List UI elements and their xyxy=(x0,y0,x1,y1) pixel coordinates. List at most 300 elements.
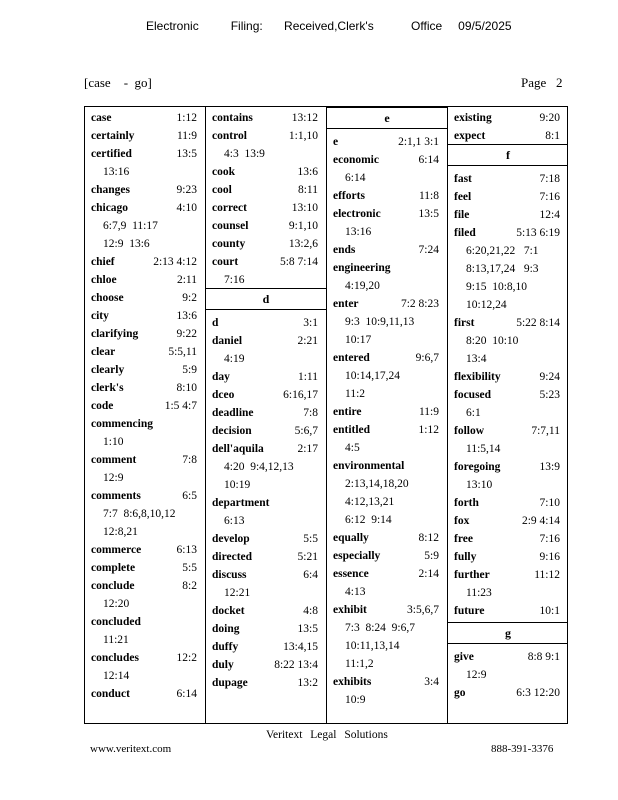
index-term: follow xyxy=(454,425,485,437)
index-refs: 1:12 xyxy=(418,424,439,436)
index-refs: 5:13 6:19 xyxy=(516,227,560,239)
index-refs: 9:20 xyxy=(539,112,560,124)
index-entry xyxy=(212,422,322,440)
index-refs-continued: 10:17 xyxy=(345,334,372,346)
index-refs: 8:8 9:1 xyxy=(527,651,560,663)
index-term: efforts xyxy=(333,190,365,202)
index-refs: 7:7,11 xyxy=(531,425,560,437)
index-refs: 7:8 xyxy=(303,407,318,419)
index-term: code xyxy=(91,400,114,412)
index-entry xyxy=(212,386,322,404)
index-term: future xyxy=(454,605,485,617)
section-letter-g: g xyxy=(448,622,568,644)
index-term: enter xyxy=(333,298,359,310)
index-refs: 5:8 7:14 xyxy=(279,256,318,268)
index-entry xyxy=(91,577,201,613)
index-entry xyxy=(333,403,443,421)
index-column-section xyxy=(333,133,443,709)
index-term: exhibit xyxy=(333,604,367,616)
index-refs: 9:6,7 xyxy=(415,352,439,364)
index-refs-continued: 6:13 xyxy=(224,515,245,527)
index-refs: 13:12 xyxy=(291,112,318,124)
index-term: certified xyxy=(91,148,132,160)
index-entry xyxy=(212,674,322,692)
index-refs-continued: 12:9 xyxy=(103,472,124,484)
index-column-section xyxy=(454,648,564,702)
index-entry xyxy=(91,109,201,127)
index-entry xyxy=(454,224,564,314)
index-refs-continued: 2:13,14,18,20 xyxy=(345,478,409,490)
index-refs-continued: 8:13,17,24 9:3 xyxy=(466,263,539,275)
index-entry xyxy=(454,566,564,602)
index-refs: 11:9 xyxy=(418,406,439,418)
index-refs-continued: 10:9 xyxy=(345,694,366,706)
index-term: cook xyxy=(212,166,235,178)
index-term: commerce xyxy=(91,544,142,556)
index-entry xyxy=(333,349,443,403)
index-entry xyxy=(212,181,322,199)
index-entry xyxy=(454,530,564,548)
index-entry xyxy=(333,673,443,709)
index-refs: 5:5 xyxy=(182,562,197,574)
index-term: ends xyxy=(333,244,356,256)
index-term: clearly xyxy=(91,364,125,376)
index-entry xyxy=(333,565,443,601)
index-refs: 12:2 xyxy=(176,652,197,664)
index-refs: 8:12 xyxy=(418,532,439,544)
index-refs: 9:24 xyxy=(539,371,560,383)
index-entry xyxy=(454,170,564,188)
index-refs: 5:5 xyxy=(303,533,318,545)
index-refs: 7:18 xyxy=(539,173,560,185)
index-entry xyxy=(454,368,564,386)
index-entry xyxy=(333,259,443,295)
index-refs: 13:6 xyxy=(176,310,197,322)
index-term: complete xyxy=(91,562,136,574)
index-refs: 9:2 xyxy=(182,292,197,304)
index-refs: 1:5 4:7 xyxy=(164,400,197,412)
index-refs: 2:21 xyxy=(297,335,318,347)
index-entry xyxy=(91,487,201,541)
index-entry xyxy=(91,307,201,325)
index-refs: 13:4,15 xyxy=(283,641,318,653)
index-refs: 9:23 xyxy=(176,184,197,196)
index-refs-continued: 6:7,9 11:17 xyxy=(103,220,158,232)
index-refs: 10:1 xyxy=(539,605,560,617)
index-term: go xyxy=(454,687,466,699)
index-term: day xyxy=(212,371,230,383)
index-refs-continued: 6:12 9:14 xyxy=(345,514,392,526)
index-refs: 9:22 xyxy=(176,328,197,340)
index-refs-continued: 10:14,17,24 xyxy=(345,370,400,382)
index-refs: 2:13 4:12 xyxy=(153,256,197,268)
index-term: choose xyxy=(91,292,124,304)
index-entry xyxy=(333,547,443,565)
index-entry xyxy=(333,421,443,457)
index-entry xyxy=(454,548,564,566)
index-entry xyxy=(212,217,322,235)
index-refs-continued: 4:19,20 xyxy=(345,280,380,292)
index-refs: 6:16,17 xyxy=(283,389,318,401)
filing-header: Electronic Filing: Received,Clerk's Office 09/5/2025 xyxy=(146,19,512,33)
index-refs: 4:8 xyxy=(303,605,318,617)
index-entry xyxy=(212,163,322,181)
index-term: chicago xyxy=(91,202,129,214)
index-term: first xyxy=(454,317,475,329)
index-term: d xyxy=(212,317,219,329)
index-entry xyxy=(212,314,322,332)
index-term: essence xyxy=(333,568,369,580)
index-entry xyxy=(454,206,564,224)
index-column-section xyxy=(454,109,564,145)
index-term: contains xyxy=(212,112,253,124)
index-refs-continued: 4:19 xyxy=(224,353,245,365)
index-entry xyxy=(454,602,564,620)
index-refs: 5:5,11 xyxy=(168,346,197,358)
index-refs: 6:14 xyxy=(176,688,197,700)
index-refs: 7:8 xyxy=(182,454,197,466)
index-refs-continued: 13:16 xyxy=(103,166,130,178)
index-entry xyxy=(454,512,564,530)
index-entry xyxy=(212,602,322,620)
index-term: engineering xyxy=(333,262,391,274)
index-refs-continued: 13:10 xyxy=(466,479,493,491)
index-entry xyxy=(91,451,201,487)
index-range: [case - go] xyxy=(84,75,152,90)
index-refs: 8:11 xyxy=(297,184,318,196)
index-refs: 2:9 4:14 xyxy=(521,515,560,527)
index-term: feel xyxy=(454,191,472,203)
column-divider xyxy=(205,107,206,723)
footer-company: Veritext Legal Solutions xyxy=(266,729,388,741)
index-term: control xyxy=(212,130,247,142)
index-entry xyxy=(454,386,564,422)
index-refs: 11:12 xyxy=(534,569,560,581)
index-term: docket xyxy=(212,605,245,617)
index-entry xyxy=(212,548,322,566)
index-entry xyxy=(91,181,201,199)
index-entry xyxy=(91,145,201,181)
index-term: counsel xyxy=(212,220,249,232)
index-term: commencing xyxy=(91,418,153,430)
index-term: chief xyxy=(91,256,115,268)
footer-phone: 888-391-3376 xyxy=(491,743,554,755)
index-refs-continued: 10:11,13,14 xyxy=(345,640,400,652)
index-entry xyxy=(212,494,322,530)
index-refs-continued: 9:15 10:8,10 xyxy=(466,281,528,293)
index-entry xyxy=(333,151,443,187)
index-entry xyxy=(91,415,201,451)
index-refs: 5:6,7 xyxy=(294,425,318,437)
index-refs: 8:1 xyxy=(545,130,560,142)
index-entry xyxy=(91,289,201,307)
index-term: entire xyxy=(333,406,362,418)
index-refs: 5:22 8:14 xyxy=(516,317,560,329)
index-entry xyxy=(333,529,443,547)
index-refs: 8:2 xyxy=(182,580,197,592)
index-entry xyxy=(333,133,443,151)
index-column-section xyxy=(454,170,564,620)
index-entry xyxy=(454,127,564,145)
index-term: certainly xyxy=(91,130,135,142)
index-refs: 5:9 xyxy=(424,550,439,562)
index-column-section xyxy=(212,314,322,692)
index-term: county xyxy=(212,238,246,250)
index-term: duffy xyxy=(212,641,239,653)
index-term: concludes xyxy=(91,652,139,664)
index-refs: 3:1 xyxy=(303,317,318,329)
index-entry xyxy=(212,109,322,127)
index-refs: 13:2 xyxy=(297,677,318,689)
index-refs-continued: 12:20 xyxy=(103,598,130,610)
index-refs-continued: 13:4 xyxy=(466,353,487,365)
index-term: chloe xyxy=(91,274,117,286)
index-term: conclude xyxy=(91,580,135,592)
index-refs-continued: 10:19 xyxy=(224,479,251,491)
index-term: duly xyxy=(212,659,234,671)
index-entry xyxy=(454,684,564,702)
index-entry xyxy=(91,343,201,361)
index-term: daniel xyxy=(212,335,243,347)
index-term: deadline xyxy=(212,407,254,419)
index-entry xyxy=(91,685,201,703)
section-letter-f: f xyxy=(448,144,568,166)
index-refs: 13:2,6 xyxy=(288,238,318,250)
index-refs-continued: 12:8,21 xyxy=(103,526,138,538)
index-refs: 13:5 xyxy=(418,208,439,220)
index-refs: 11:8 xyxy=(418,190,439,202)
index-term: dceo xyxy=(212,389,235,401)
index-term: equally xyxy=(333,532,369,544)
index-entry xyxy=(212,566,322,602)
index-entry xyxy=(91,397,201,415)
index-refs: 13:10 xyxy=(291,202,318,214)
index-entry xyxy=(454,458,564,494)
index-refs-continued: 7:7 8:6,8,10,12 xyxy=(103,508,176,520)
section-letter-e: e xyxy=(327,107,447,129)
index-entry xyxy=(91,325,201,343)
index-entry xyxy=(212,530,322,548)
index-term: entered xyxy=(333,352,370,364)
index-entry xyxy=(91,559,201,577)
index-term: fully xyxy=(454,551,477,563)
index-refs-continued: 9:3 10:9,11,13 xyxy=(345,316,415,328)
index-term: file xyxy=(454,209,470,221)
index-refs: 1:12 xyxy=(176,112,197,124)
index-term: court xyxy=(212,256,239,268)
index-refs-continued: 7:16 xyxy=(224,274,245,286)
index-entry xyxy=(212,332,322,368)
index-term: fast xyxy=(454,173,472,185)
index-term: department xyxy=(212,497,270,509)
index-refs-continued: 11:23 xyxy=(466,587,492,599)
column-divider xyxy=(326,107,327,723)
index-term: dell'aquila xyxy=(212,443,264,455)
index-refs: 7:16 xyxy=(539,533,560,545)
index-entry xyxy=(91,649,201,685)
index-term: comment xyxy=(91,454,137,466)
index-term: electronic xyxy=(333,208,381,220)
index-refs: 2:14 xyxy=(418,568,439,580)
index-entry xyxy=(333,187,443,205)
index-refs-continued: 4:5 xyxy=(345,442,360,454)
index-refs: 7:10 xyxy=(539,497,560,509)
index-term: directed xyxy=(212,551,253,563)
index-term: give xyxy=(454,651,474,663)
index-refs: 1:1,10 xyxy=(288,130,318,142)
index-term: clear xyxy=(91,346,116,358)
index-refs: 8:22 13:4 xyxy=(274,659,318,671)
index-entry xyxy=(212,620,322,638)
index-entry xyxy=(91,541,201,559)
index-term: free xyxy=(454,533,473,545)
index-refs: 5:21 xyxy=(297,551,318,563)
index-column-section xyxy=(91,109,201,703)
index-entry xyxy=(333,601,443,673)
index-term: further xyxy=(454,569,490,581)
index-refs: 6:3 12:20 xyxy=(516,687,560,699)
index-refs: 13:5 xyxy=(176,148,197,160)
index-table xyxy=(84,106,568,724)
index-refs-continued: 12:21 xyxy=(224,587,251,599)
index-refs: 12:4 xyxy=(539,209,560,221)
index-term: economic xyxy=(333,154,379,166)
index-entry xyxy=(333,295,443,349)
index-term: filed xyxy=(454,227,476,239)
index-refs: 2:1,1 3:1 xyxy=(398,136,439,148)
index-entry xyxy=(212,127,322,163)
index-entry xyxy=(91,253,201,271)
index-term: case xyxy=(91,112,112,124)
index-term: focused xyxy=(454,389,492,401)
index-entry xyxy=(333,241,443,259)
index-refs-continued: 1:10 xyxy=(103,436,124,448)
index-refs: 9:16 xyxy=(539,551,560,563)
index-entry xyxy=(454,422,564,458)
index-term: develop xyxy=(212,533,250,545)
index-refs-continued: 11:5,14 xyxy=(466,443,501,455)
index-refs: 5:23 xyxy=(539,389,560,401)
index-refs: 7:24 xyxy=(418,244,439,256)
index-term: clerk's xyxy=(91,382,124,394)
index-term: foregoing xyxy=(454,461,501,473)
index-refs: 9:1,10 xyxy=(288,220,318,232)
index-column-section xyxy=(212,109,322,289)
index-refs: 6:14 xyxy=(418,154,439,166)
index-term: environmental xyxy=(333,460,405,472)
page-number: Page 2 xyxy=(521,75,563,90)
index-refs-continued: 4:13 xyxy=(345,586,366,598)
index-refs-continued: 8:20 10:10 xyxy=(466,335,519,347)
index-refs: 13:5 xyxy=(297,623,318,635)
index-entry xyxy=(212,404,322,422)
index-refs: 13:9 xyxy=(539,461,560,473)
index-term: city xyxy=(91,310,109,322)
index-refs: 2:11 xyxy=(176,274,197,286)
index-refs-continued: 4:12,13,21 xyxy=(345,496,395,508)
index-entry xyxy=(454,109,564,127)
index-refs: 13:6 xyxy=(297,166,318,178)
index-term: decision xyxy=(212,425,252,437)
index-refs-continued: 7:3 8:24 9:6,7 xyxy=(345,622,415,634)
index-refs-continued: 11:1,2 xyxy=(345,658,374,670)
index-entry xyxy=(91,199,201,253)
index-entry xyxy=(454,188,564,206)
index-refs: 5:9 xyxy=(182,364,197,376)
index-term: existing xyxy=(454,112,492,124)
index-term: changes xyxy=(91,184,130,196)
index-refs: 7:2 8:23 xyxy=(400,298,439,310)
index-term: expect xyxy=(454,130,486,142)
index-term: entitled xyxy=(333,424,371,436)
index-refs: 4:10 xyxy=(176,202,197,214)
index-refs-continued: 12:9 13:6 xyxy=(103,238,150,250)
index-term: doing xyxy=(212,623,240,635)
index-term: discuss xyxy=(212,569,247,581)
index-refs-continued: 6:14 xyxy=(345,172,366,184)
index-term: cool xyxy=(212,184,232,196)
index-term: dupage xyxy=(212,677,248,689)
index-term: clarifying xyxy=(91,328,139,340)
index-refs: 6:4 xyxy=(303,569,318,581)
footer-website: www.veritext.com xyxy=(90,743,172,755)
index-entry xyxy=(91,127,201,145)
index-entry xyxy=(91,271,201,289)
index-refs: 6:13 xyxy=(176,544,197,556)
index-entry xyxy=(212,253,322,289)
index-entry xyxy=(454,314,564,368)
index-term: flexibility xyxy=(454,371,501,383)
index-refs: 2:17 xyxy=(297,443,318,455)
index-term: comments xyxy=(91,490,141,502)
index-refs-continued: 12:9 xyxy=(466,669,487,681)
index-entry xyxy=(91,613,201,649)
index-entry xyxy=(333,457,443,529)
index-entry xyxy=(212,638,322,656)
index-term: concluded xyxy=(91,616,141,628)
index-term: e xyxy=(333,136,339,148)
index-refs: 6:5 xyxy=(182,490,197,502)
index-refs: 11:9 xyxy=(176,130,197,142)
index-entry xyxy=(212,440,322,494)
index-refs: 8:10 xyxy=(176,382,197,394)
index-refs-continued: 11:21 xyxy=(103,634,129,646)
index-entry xyxy=(212,656,322,674)
index-term: fox xyxy=(454,515,470,527)
index-entry xyxy=(91,379,201,397)
index-refs: 1:11 xyxy=(297,371,318,383)
index-entry xyxy=(91,361,201,379)
index-entry xyxy=(454,494,564,512)
section-letter-d: d xyxy=(206,288,326,310)
index-refs-continued: 6:20,21,22 7:1 xyxy=(466,245,539,257)
index-refs-continued: 13:16 xyxy=(345,226,372,238)
index-entry xyxy=(454,648,564,684)
index-term: correct xyxy=(212,202,247,214)
index-entry xyxy=(212,199,322,217)
index-refs: 7:16 xyxy=(539,191,560,203)
index-refs-continued: 11:2 xyxy=(345,388,366,400)
index-term: conduct xyxy=(91,688,130,700)
index-refs-continued: 4:3 13:9 xyxy=(224,148,265,160)
index-term: forth xyxy=(454,497,479,509)
index-entry xyxy=(212,235,322,253)
index-refs: 3:5,6,7 xyxy=(407,604,439,616)
index-refs-continued: 12:14 xyxy=(103,670,130,682)
index-entry xyxy=(333,205,443,241)
index-refs-continued: 6:1 xyxy=(466,407,481,419)
index-term: especially xyxy=(333,550,381,562)
